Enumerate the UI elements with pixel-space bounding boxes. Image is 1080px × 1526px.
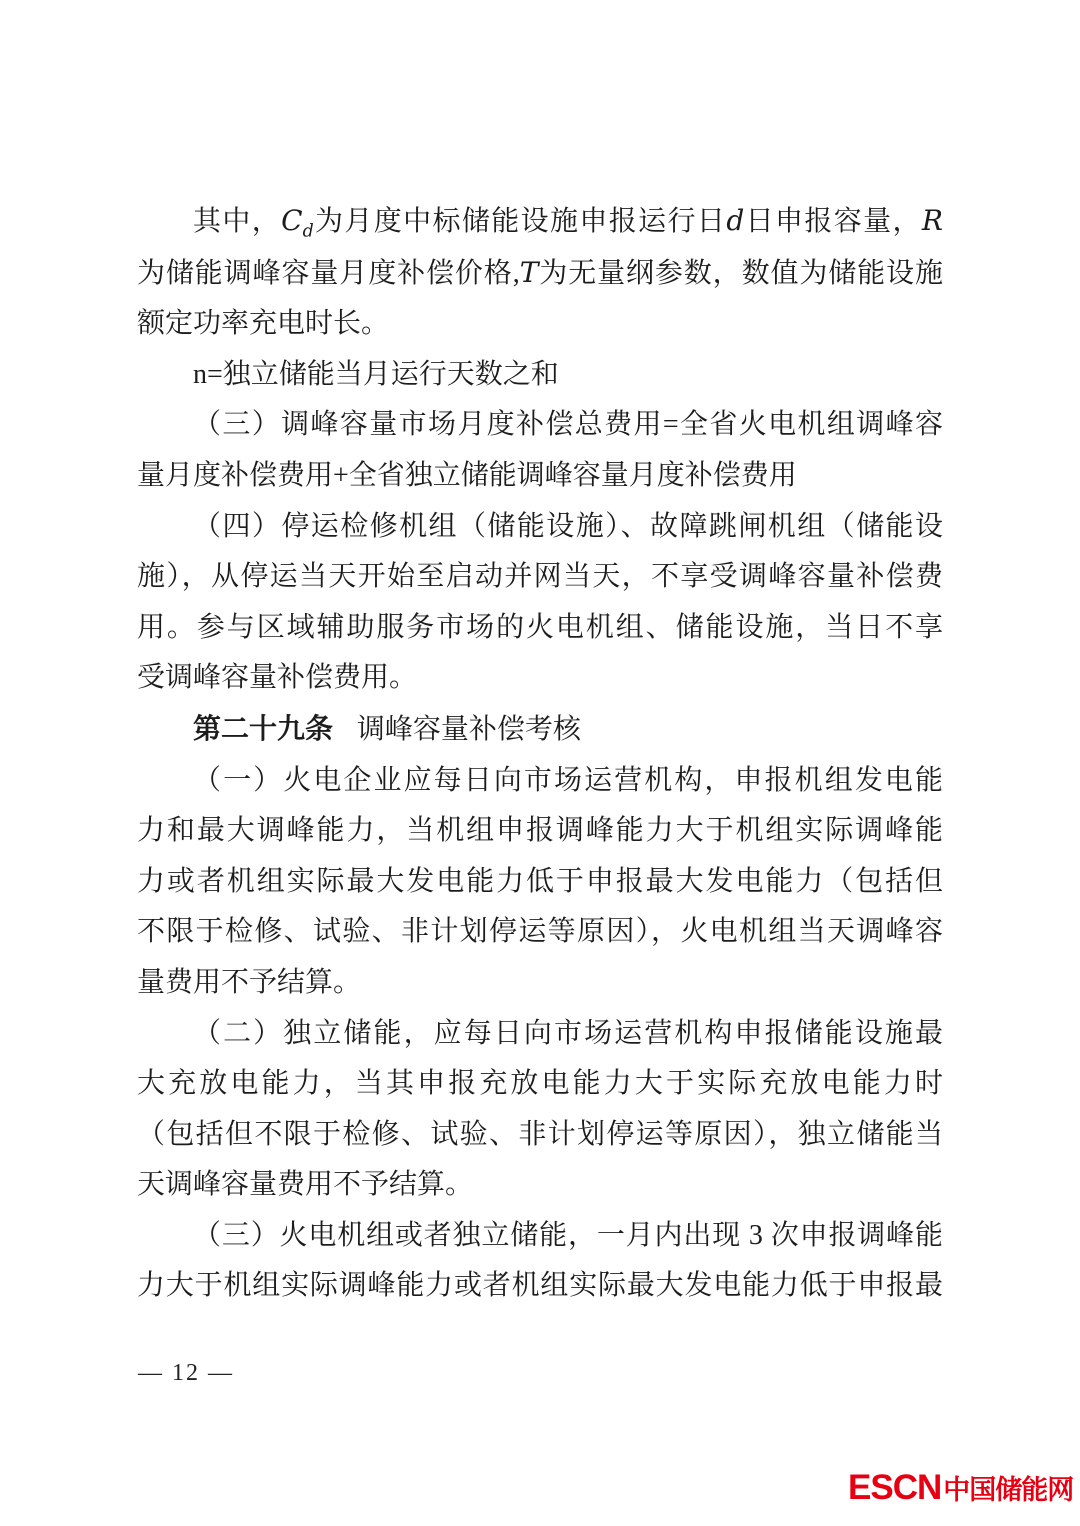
- item-three-total-fee-formula-line: （三）调峰容量市场月度补偿总费用=全省火电机组调峰容: [193, 409, 943, 441]
- article-29-item-two-line: （二）独立储能，应每日向市场运营机构申报储能设施最: [193, 1017, 943, 1049]
- math-variable: R: [921, 204, 943, 237]
- formula-variable-explanation-line: 额定功率充电时长。: [137, 308, 390, 340]
- page-number: — 12 —: [138, 1360, 234, 1386]
- article-29-item-three-line: 力大于机组实际调峰能力或者机组实际最大发电能力低于申报最: [137, 1270, 943, 1302]
- article-number: 第二十九条: [193, 712, 334, 744]
- math-subscript: d: [302, 221, 314, 242]
- formula-variable-explanation-line: 为储能调峰容量月度补偿价格,T为无量纲参数，数值为储能设施: [137, 255, 943, 289]
- logo-escn-text: ESCN: [848, 1468, 942, 1507]
- item-four-outage-rule-line: （四）停运检修机组（储能设施）、故障跳闸机组（储能设: [193, 510, 943, 542]
- item-four-outage-rule-line: 用。参与区域辅助服务市场的火电机组、储能设施，当日不享: [137, 611, 943, 643]
- formula-variable-explanation-line: 其中，$C_d$为月度中标储能设施申报运行日d日申报容量，R: [193, 204, 943, 242]
- math-variable: $C_d$: [281, 204, 314, 242]
- n-definition-line: n=独立储能当月运行天数之和: [193, 358, 559, 390]
- article-29-item-one-line: （一）火电企业应每日向市场运营机构，申报机组发电能: [193, 764, 943, 796]
- article-29-item-two-line: 天调峰容量费用不予结算。: [137, 1169, 474, 1201]
- item-four-outage-rule-line: 施），从停运当天开始至启动并网当天，不享受调峰容量补偿费: [137, 561, 943, 593]
- article-29-item-two-line: （包括但不限于检修、试验、非计划停运等原因），独立储能当: [137, 1118, 943, 1150]
- math-variable: d: [726, 204, 745, 237]
- article-29-item-one-line: 量费用不予结算。: [137, 966, 362, 998]
- document-body: [137, 196, 943, 1312]
- article-29-item-one-line: 不限于检修、试验、非计划停运等原因），火电机组当天调峰容: [137, 916, 943, 948]
- article-29-item-two-line: 大充放电能力，当其申报充放电能力大于实际充放电能力时: [137, 1068, 943, 1100]
- escn-logo: [848, 1468, 1073, 1508]
- item-four-outage-rule-line: 受调峰容量补偿费用。: [137, 662, 418, 694]
- math-variable: T: [519, 255, 539, 289]
- article-29-heading: [137, 704, 943, 756]
- article-29-item-one-line: 力或者机组实际最大发电能力低于申报最大发电能力（包括但: [137, 865, 943, 897]
- article-29-item-three-line: （三）火电机组或者独立储能，一月内出现 3 次申报调峰能: [193, 1219, 943, 1251]
- article-title: 调峰容量补偿考核: [356, 713, 581, 745]
- item-three-total-fee-formula-line: 量月度补偿费用+全省独立储能调峰容量月度补偿费用: [137, 459, 797, 491]
- logo-cjk-text: 中国储能网: [943, 1475, 1074, 1505]
- article-29-item-one-line: 力和最大调峰能力，当机组申报调峰能力大于机组实际调峰能: [137, 815, 943, 847]
